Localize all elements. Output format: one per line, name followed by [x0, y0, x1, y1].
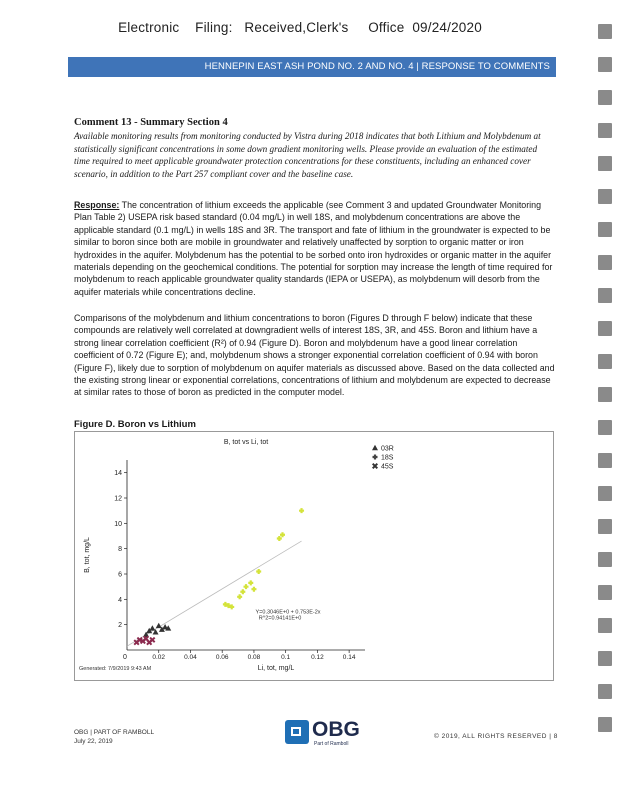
x-tick-label: 0.12 — [311, 654, 324, 661]
side-tab — [598, 519, 612, 534]
side-tab — [598, 585, 612, 600]
x-tick-label: 0.06 — [215, 654, 229, 661]
comment-heading: Comment 13 - Summary Section 4 — [74, 117, 228, 128]
data-point-18S — [244, 584, 249, 589]
response-label: Response: — [74, 200, 120, 210]
document-banner: HENNEPIN EAST ASH POND NO. 2 AND NO. 4 | RESPONSE TO COMMENTS — [68, 57, 556, 77]
footer-copyright: © 2019, ALL RIGHTS RESERVED | 8 — [434, 733, 558, 740]
chart-footnote: Generated: 7/9/2019 9:43 AM — [79, 666, 152, 672]
filing-stamp: Electronic Filing: Received,Clerk's Office 09/24/2020 — [118, 20, 482, 35]
y-axis-label: B, tot, mg/L — [84, 537, 91, 573]
data-point-18S — [256, 569, 261, 574]
x-tick-label-zero: 0 — [123, 654, 127, 661]
side-tab — [598, 189, 612, 204]
y-tick-label: 6 — [118, 571, 122, 579]
data-point-18S — [299, 508, 304, 513]
figure-title: Figure D. Boron vs Lithium — [74, 419, 196, 430]
side-tab — [598, 420, 612, 435]
regression-equation: Y=0.3046E+0 + 0.753E-2x — [255, 609, 321, 616]
side-tab — [598, 156, 612, 171]
side-tab — [598, 57, 612, 72]
y-tick-label: 4 — [118, 596, 122, 604]
logo-text: OBG — [312, 718, 360, 741]
x-tick-label: 0.02 — [152, 654, 166, 661]
side-tab — [598, 90, 612, 105]
footer-company: OBG | PART OF RAMBOLL — [74, 729, 155, 736]
side-tab — [598, 222, 612, 237]
data-point-18S — [251, 587, 256, 592]
side-tab — [598, 618, 612, 633]
data-point-03R — [149, 625, 155, 630]
side-tab — [598, 354, 612, 369]
data-point-18S — [280, 532, 285, 537]
side-tab — [598, 288, 612, 303]
x-tick-label: 0.14 — [342, 654, 356, 661]
x-axis-label: Li, tot, mg/L — [257, 665, 295, 672]
obg-logo — [285, 720, 365, 750]
side-tab — [598, 717, 612, 732]
legend-marker-18S — [373, 455, 378, 460]
comment-body: Available monitoring results from monitoring conducted by Vistra during 2018 indicates that both Lithium and Molybdenum at statistically significant concentrations in some down gradient monitoring wells. Please provide an evaluation of the estimated time required to meet applicable groundwater protection concentrations for these constituents, including an enhanced cover scenario, in addition to the Part 257 compliant cover and the baseline case. — [74, 131, 541, 179]
legend-label-18S: 18S — [381, 454, 394, 462]
y-tick-label: 2 — [118, 622, 122, 630]
y-tick-label: 8 — [118, 546, 122, 554]
data-point-18S — [237, 594, 242, 599]
x-tick-label: 0.1 — [281, 654, 291, 661]
data-point-18S — [277, 536, 282, 541]
legend-marker-45S — [373, 464, 378, 469]
y-tick-label: 12 — [114, 495, 122, 503]
page-side-tabs — [598, 24, 612, 750]
boron-lithium-chart — [74, 431, 554, 681]
side-tab — [598, 453, 612, 468]
legend-label-45S: 45S — [381, 463, 394, 471]
x-tick-label: 0.04 — [184, 654, 197, 661]
response-paragraph-2: Comparisons of the molybdenum and lithium concentrations to boron (Figures D through F below) indicate that these compounds are relatively well correlated at downgradient wells of interest 18S, 3R, and 45S. Boron and lithium have a strong linear correlation coefficient (R²) of 0.94 (Figure D). Boron and molybdenum have a good linear correlation coefficient of 0.72 (Figure E); and, molybdenum shows a stronger exponential correlation coefficient of 0.94 with boron (Figure F), likely due to sorption of molybdenum on aquifer materials as discussed above. Based on the data collected and the existing strong linear or exponential correlations, concentrations of lithium and molybdenum are expected to decrease at similar rates to those of boron as predicted in the computer model. — [74, 313, 555, 398]
side-tab — [598, 123, 612, 138]
side-tab — [598, 387, 612, 402]
side-tab — [598, 486, 612, 501]
y-tick-label: 14 — [114, 470, 122, 478]
response-text: The concentration of lithium exceeds the applicable (see Comment 3 and updated Groundwater Monitoring Plan Table 2) USEPA risk based standard (0.04 mg/L) in well 18S, and molybdenum concentrations are above the applicable standard (0.1 mg/L) in wells 18S and 3R. The transport and fate of lithium in the groundwater is expected to be similar to boron since both are mobile in groundwater and relatively unaffected by sorption to organic matter or iron hydroxides in the aquifer. Molybdenum has the potential to be sorbed onto iron hydroxides or organic matter in the aquifer materials depending on the geochemical conditions. The potential for sorption may increase the length of time required for molybdenum to reach applicable groundwater quality standards (IEPA or USEPA), as molybdenum will desorb from the aquifer materials while concentrations decline. — [74, 200, 553, 297]
side-tab — [598, 651, 612, 666]
footer-date: July 22, 2019 — [74, 738, 113, 745]
side-tab — [598, 24, 612, 39]
legend-label-03R: 03R — [381, 445, 394, 453]
side-tab — [598, 321, 612, 336]
legend-marker-03R — [372, 445, 378, 450]
regression-r2: R^2=0.94141E+0 — [258, 615, 302, 622]
side-tab — [598, 552, 612, 567]
logo-mark — [285, 720, 309, 744]
logo-subtitle: Part of Ramboll — [314, 741, 349, 747]
x-tick-label: 0.08 — [247, 654, 261, 661]
side-tab — [598, 684, 612, 699]
chart-svg — [75, 432, 555, 682]
response-paragraph-1 — [74, 199, 556, 298]
footer-left — [74, 728, 154, 746]
y-tick-label: 10 — [114, 520, 122, 528]
chart-title: B, tot vs Li, tot — [223, 439, 269, 446]
data-point-18S — [248, 580, 253, 585]
side-tab — [598, 255, 612, 270]
data-point-18S — [240, 589, 245, 594]
